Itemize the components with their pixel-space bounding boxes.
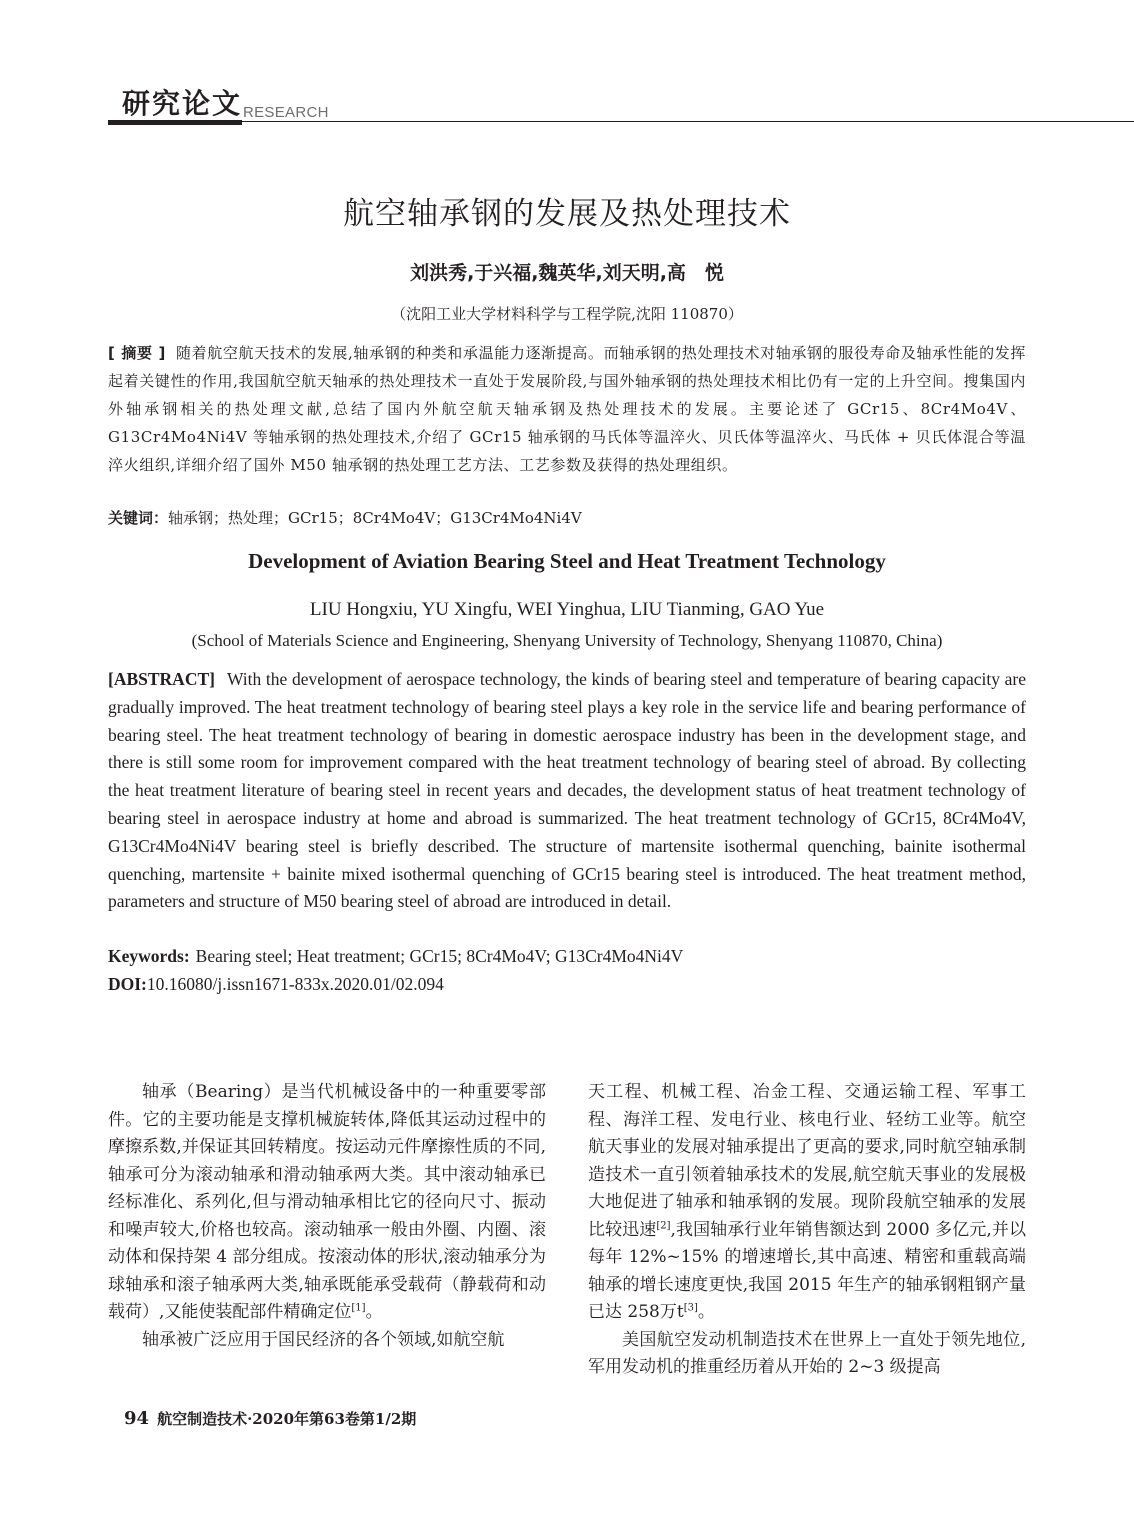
- body-column-right: [588, 1079, 1026, 1382]
- body-paragraph: [588, 1079, 1026, 1327]
- abstract-zh: [108, 339, 1026, 479]
- paper-title-en: Development of Aviation Bearing Steel and Heat Treatment Technology: [248, 549, 886, 573]
- keywords-en: [108, 946, 1026, 967]
- body-text: 。: [365, 1302, 383, 1322]
- keywords-en-text: Bearing steel; Heat treatment; GCr15; 8Cr4Mo4V; G13Cr4Mo4Ni4V: [195, 946, 684, 966]
- keywords-zh-text: 轴承钢；热处理；GCr15；8Cr4Mo4V；G13Cr4Mo4Ni4V: [168, 509, 582, 527]
- abstract-zh-text: 随着航空航天技术的发展,轴承钢的种类和承温能力逐渐提高。而轴承钢的热处理技术对轴承钢的服役寿命及轴承性能的发挥起着关键性的作用,我国航空航天轴承的热处理技术一直处于发展阶段,与国外轴承钢的热处理技术相比仍有一定的上升空间。搜集国内外轴承钢相关的热处理文献,总结了国内外航空航天轴承钢及热处理技术的发展。主要论述了 GCr15、8Cr4Mo4V、G13Cr4Mo4Ni4V 等轴承钢的热处理技术,介绍了 GCr15 轴承钢的马氏体等温淬火、贝氏体等温淬火、马氏体 + 贝氏体混合等温淬火组织,详细介绍了国外 M50 轴承钢的热处理工艺方法、工艺参数及获得的热处理组织。: [108, 344, 1026, 474]
- header-rule-thick: [108, 120, 242, 125]
- body-paragraph: 轴承被广泛应用于国民经济的各个领域,如航空航: [142, 1329, 505, 1350]
- citation-ref: [1]: [351, 1302, 366, 1314]
- doi-label: DOI:: [108, 974, 147, 994]
- doi: [108, 974, 1026, 995]
- paper-title: 航空轴承钢的发展及热处理技术: [343, 196, 791, 232]
- keywords-zh-label: 关键词：: [108, 509, 169, 527]
- body-text: 轴承（Bearing）是当代机械设备中的一种重要零部件。它的主要功能是支撑机械旋转体,降低其运动过程中的摩擦系数,并保证其回转精度。按运动元件摩擦性质的不同,轴承可分为滚动轴承和滑动轴承两大类。其中滚动轴承已经标准化、系列化,但与滑动轴承相比它的径向尺寸、振动和噪声较大,价格也较高。滚动轴承一般由外圈、内圈、滚动体和保持架 4 部分组成。按滚动体的形状,滚动轴承分为球轴承和滚子轴承两大类,轴承既能承受载荷（静载荷和动载荷）,又能使装配部件精确定位: [108, 1082, 546, 1322]
- doi-text: 10.16080/j.issn1671-833x.2020.01/02.094: [146, 974, 444, 994]
- body-paragraph: 美国航空发动机制造技术在世界上一直处于领先地位,军用发动机的推重经历着从开始的 2~3 级提高: [588, 1329, 1026, 1377]
- journal-name: 航空制造技术: [157, 1410, 248, 1428]
- abstract-en: [108, 666, 1026, 916]
- page-number: 94: [124, 1408, 150, 1429]
- page-header: [108, 82, 1134, 128]
- author-list-en: LIU Hongxiu, YU Xingfu, WEI Yinghua, LIU Tianming, GAO Yue: [309, 599, 825, 620]
- affiliation-en: (School of Materials Science and Engineering, Shenyang University of Technology, Shenyang 110870, China): [191, 631, 943, 650]
- section-label: 研究论文: [122, 87, 243, 120]
- affiliation: （沈阳工业大学材料科学与工程学院,沈阳 110870）: [391, 305, 743, 323]
- journal-issue: ·2020年第63卷第1/2期: [247, 1410, 417, 1428]
- abstract-en-label: [ABSTRACT]: [108, 669, 215, 689]
- abstract-zh-label: [ 摘要 ]: [108, 344, 166, 362]
- author-list: 刘洪秀,于兴福,魏英华,刘天明,高 悦: [410, 262, 724, 284]
- section-label-en: RESEARCH: [243, 104, 329, 121]
- citation-ref: [2]: [656, 1219, 671, 1231]
- body-column-left: [108, 1079, 546, 1354]
- header-rule: [242, 121, 1134, 122]
- body-text: ,我国轴承行业年销售额达到 2000 多亿元,并以每年 12%~15% 的增速增长,其中高速、精密和重载高端轴承的增长速度更快,我国 2015 年生产的轴承钢粗钢产量已达 258万t: [588, 1219, 1026, 1322]
- body-text: 天工程、机械工程、冶金工程、交通运输工程、军事工程、海洋工程、发电行业、核电行业、轻纺工业等。航空航天事业的发展对轴承提出了更高的要求,同时航空轴承制造技术一直引领着轴承技术的发展,航空航天事业的发展极大地促进了轴承和轴承钢的发展。现阶段航空轴承的发展比较迅速: [588, 1082, 1026, 1240]
- body-paragraph: [108, 1079, 546, 1327]
- body-text: 。: [697, 1302, 715, 1322]
- page-footer: [124, 1408, 416, 1429]
- keywords-zh: [108, 507, 1026, 528]
- abstract-en-text: With the development of aerospace technology, the kinds of bearing steel and temperature of bearing capacity are gradually improved. The heat treatment technology of bearing steel plays a key role in the service life and bearing performance of bearing steel. The heat treatment technology of bearing in domestic aerospace industry has been in the development stage, and there is still some room for improvement compared with the heat treatment technology of bearing steel of abroad. By collecting the heat treatment literature of bearing steel in recent years and decades, the development status of heat treatment technology of bearing steel in aerospace industry at home and abroad is summarized. The heat treatment technology of GCr15, 8Cr4Mo4V, G13Cr4Mo4Ni4V bearing steel is briefly described. The structure of martensite isothermal quenching, bainite isothermal quenching, martensite + bainite mixed isothermal quenching of GCr15 bearing steel is introduced. The heat treatment method, parameters and structure of M50 bearing steel of abroad are introduced in detail.: [108, 669, 1026, 912]
- citation-ref: [3]: [683, 1302, 698, 1314]
- keywords-en-label: Keywords:: [108, 946, 190, 966]
